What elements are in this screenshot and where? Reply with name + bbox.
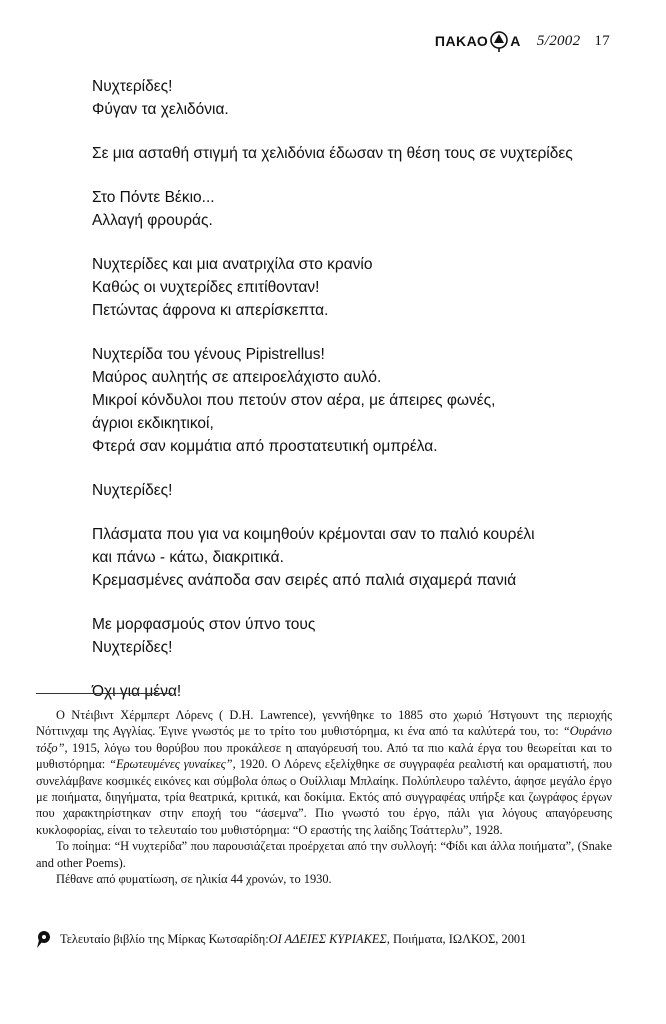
poem-line: Νυχτερίδες! <box>92 78 173 95</box>
book-title: “Ουράνιο τόξο” <box>36 724 612 755</box>
poem-stanza <box>92 613 612 659</box>
poem-stanza <box>92 142 612 165</box>
poem-stanza <box>92 186 612 232</box>
poem-line: Στο Πόντε Βέκιο... <box>92 189 215 206</box>
poem-line: Νυχτερίδα του γένους Pipistrellus! <box>92 346 325 363</box>
poem-line: Φύγαν τα χελιδόνια. <box>92 101 229 118</box>
poem-line: Κρεμασμένες ανάποδα σαν σειρές από παλιά σιχαμερά πανιά <box>92 572 517 589</box>
poem-line: Νυχτερίδες! <box>92 639 173 656</box>
poem-line: Καθώς οι νυχτερίδες επιτίθονταν! <box>92 279 320 296</box>
poem-stanza <box>92 75 612 121</box>
footnotes <box>36 707 612 887</box>
footnote-paragraph: Πέθανε από φυματίωση, σε ηλικία 44 χρονών, το 1930. <box>56 872 332 887</box>
poem-line: και πάνω - κάτω, διακριτικά. <box>92 549 284 566</box>
running-header <box>435 30 610 52</box>
footnote-text: , 1915, λόγω του θορύβου που προκάλεσε η απαγόρευσή του. Από τα πιο καλά έργα του θεωρείται και το μυθιστόρημα: <box>36 740 612 772</box>
poem-line: Νυχτερίδες και μια ανατριχίλα στο κρανίο <box>92 256 373 273</box>
booknote-suffix: , Ποιήματα, ΙΩΛΚΟΣ, 2001 <box>386 932 527 946</box>
footnote-paragraph <box>36 707 612 838</box>
brand-text-left: ΠΑΚΑΟ <box>434 33 489 49</box>
poem-stanza <box>92 523 612 592</box>
magazine-brand <box>435 30 521 52</box>
footnote-text: Ο Ντέιβιντ Χέρμπερτ Λόρενς ( D.H. Lawrence), γεννήθηκε το 1885 στο χωριό Ήστγουντ της περιοχής Νόττινχαμ της Αγγλίας. Έγινε γνωστός με το τρίτο του μυθιστόρημα, κι ένα από τα καλύτερά του, το: <box>36 708 612 739</box>
footnote-separator <box>36 693 172 694</box>
booknote-prefix: Τελευταίο βιβλίο της Μίρκας Κωτσαρίδη: <box>60 932 269 946</box>
brand-text-right: Α <box>510 33 521 49</box>
poem-line: Με μορφασμούς στον ύπνο τους <box>92 616 316 633</box>
poem-stanza <box>92 479 612 502</box>
book-title: “Ερωτευμένες γυναίκες” <box>109 757 233 772</box>
poem-line: Αλλαγή φρουράς. <box>92 212 213 229</box>
poem-line: Σε μια ασταθή στιγμή τα χελιδόνια έδωσαν τη θέση τους σε νυχτερίδες <box>92 145 573 162</box>
poem-line: Πετώντας άφρονα κι απερίσκεπτα. <box>92 302 329 319</box>
poem-line: Νυχτερίδες! <box>92 482 173 499</box>
booknote-title: ΟΙ ΑΔΕΙΕΣ ΚΥΡΙΑΚΕΣ <box>268 932 387 946</box>
poem-line: άγριοι εκδικητικοί, <box>92 415 214 432</box>
poem-body <box>92 75 612 724</box>
poem-line: Μικροί κόνδυλοι που πετούν στον αέρα, με άπειρες φωνές, <box>92 392 496 409</box>
footnote-paragraph: Το ποίημα: “Η νυχτερίδα” που παρουσιάζεται προέρχεται από την συλλογή: “Φίδι και άλλα ποιήματα”, (Snake and other Poems). <box>36 839 612 870</box>
poem-line: Όχι για μένα! <box>92 683 182 700</box>
issue-date: 5/2002 <box>536 32 581 49</box>
poem-stanza <box>92 680 612 703</box>
poem-line: Μαύρος αυλητής σε απειροελάχιστο αυλό. <box>92 369 382 386</box>
poem-line: Πλάσματα που για να κοιμηθούν κρέμονται σαν το παλιό κουρέλι <box>92 526 535 543</box>
ship-logo-icon <box>489 30 509 52</box>
poem-stanza <box>92 343 612 458</box>
pen-nib-icon <box>36 930 52 948</box>
author-book-note <box>36 930 616 948</box>
poem-stanza <box>92 253 612 322</box>
poem-line: Φτερά σαν κομμάτια από προστατευτική ομπρέλα. <box>92 438 438 455</box>
footnote-text: , 1920. Ο Λόρενς εξελίχθηκε σε συγγραφέα ρεαλιστή και οραματιστή, που συνελάμβανε κοσμικές εικόνες και σύμβολα όπως ο Ουίλλιαμ Μπλαίηκ. Πολύπλευρο ταλέντο, άφησε μεγάλο έργο με ποιήματα, διηγήματα, τρία θεατρικά, κριτικά, και δοκίμια. Εκτός από συγγραφέας υπήρξε και ζωγράφος έργων που χαρακτηρίστηκαν στην εποχή του “άσεμνα”. Πιο γνωστό του έργο, πάλι για λόγους απαγόρευσης κυκλοφορίας, είναι το τελευταίο του μυθιστόρημα: “Ο εραστής της λαίδης Τσάττερλυ”, 1928. <box>36 757 612 837</box>
page-number: 17 <box>594 32 610 49</box>
